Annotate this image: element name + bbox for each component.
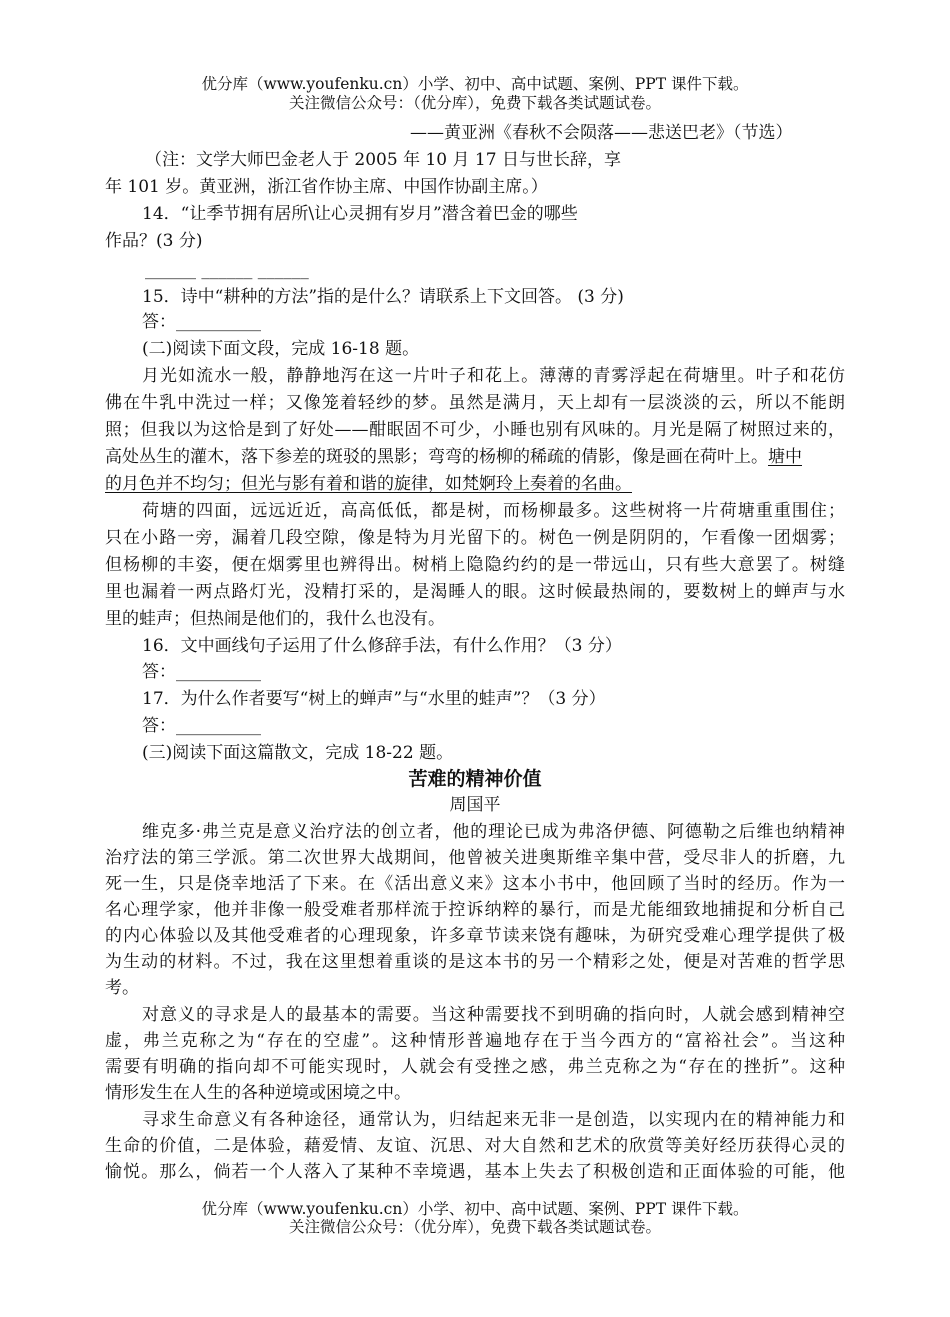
underlined-sentence: 的月色并不均匀；但光与影有着和谐的旋律，如梵婀玲上奏着的名曲。 [105, 474, 632, 494]
essay-p2-line-3: 需要有明确的指向却不可能实现时，人就会有受挫之感，弗兰克称之为“存在的挫折”。这种 [105, 1057, 845, 1077]
question-17: 17．为什么作者要写“树上的蝉声”与“水里的蛙声”？（3 分） [142, 689, 606, 709]
header-line-1: 优分库（www.youfenku.cn）小学、初中、高中试题、案例、PPT 课件下载。 [201, 75, 749, 93]
essay-p3-line-1: 寻求生命意义有各种途径，通常认为，归结起来无非一是创造，以实现内在的精神能力和 [142, 1110, 845, 1130]
poem-source: ——黄亚洲《春秋不会陨落——悲送巴老》（节选） [410, 123, 793, 143]
question-15-answer: 答：__________ [142, 312, 261, 332]
question-16-answer: 答：__________ [142, 662, 261, 682]
section-2-p2-line-2: 只在小路一旁，漏着几段空隙，像是特为月光留下的。树色一例是阴阴的，乍看像一团烟雾； [105, 528, 845, 548]
question-15: 15．诗中“耕种的方法”指的是什么？请联系上下文回答。 (3 分) [142, 287, 624, 307]
essay-author: 周国平 [449, 795, 501, 815]
footer-line-2: 关注微信公众号：（优分库），免费下载各类试题试卷。 [288, 1218, 661, 1236]
note-line-2: 年 101 岁。黄亚洲，浙江省作协主席、中国作协副主席。） [105, 177, 548, 197]
question-14-line-1: 14．“让季节拥有居所\让心灵拥有岁月”潜含着巴金的哪些 [142, 204, 578, 224]
footer-line-1: 优分库（www.youfenku.cn）小学、初中、高中试题、案例、PPT 课件下载。 [201, 1200, 749, 1218]
header-line-2: 关注微信公众号：（优分库），免费下载各类试题试卷。 [288, 94, 661, 112]
essay-p2-line-1: 对意义的寻求是人的最基本的需要。当这种需要找不到明确的指向时，人就会感到精神空 [142, 1005, 845, 1025]
section-2-p1-line-3: 照；但我以为这恰是到了好处——酣眠固不可少，小睡也别有风味的。月光是隔了树照过来的， [105, 420, 845, 440]
question-14-blanks: ______ ______ ______ [145, 260, 309, 280]
section-2-p2-line-3: 但杨柳的丰姿，便在烟雾里也辨得出。树梢上隐隐约约的是一带远山，只有些大意罢了。树缝 [105, 555, 845, 575]
essay-p1-line-4: 名心理学家，他并非像一般受难者那样流于控诉纳粹的暴行，而是尤能细致地捕捉和分析自己 [105, 900, 845, 920]
essay-p1-line-3: 死一生，只是侥幸地活了下来。在《活出意义来》这本小书中，他回顾了当时的经历。作为一 [105, 874, 845, 894]
underlined-sentence-start: 塘中 [768, 447, 802, 467]
section-2-p1-line-4 [105, 445, 845, 469]
section-2-p1-line-2: 佛在牛乳中洗过一样；又像笼着轻纱的梦。虽然是满月，天上却有一层淡淡的云，所以不能朗 [105, 393, 845, 413]
essay-p3-line-2: 生命的价值，二是体验，藉爱情、友谊、沉思、对大自然和艺术的欣赏等美好经历获得心灵的 [105, 1136, 845, 1156]
essay-p2-line-4: 情形发生在人生的各种逆境或困境之中。 [105, 1083, 411, 1103]
essay-p3-line-3: 愉悦。那么，倘若一个人落入了某种不幸境遇，基本上失去了积极创造和正面体验的可能，他 [105, 1162, 845, 1182]
section-2-p2-line-1: 荷塘的四面，远远近近，高高低低，都是树，而杨柳最多。这些树将一片荷塘重重围住； [142, 501, 845, 521]
essay-p1-line-7: 考。 [105, 978, 139, 998]
note-line-1: （注：文学大师巴金老人于 2005 年 10 月 17 日与世长辞，享 [145, 150, 621, 170]
essay-p1-line-5: 的内心体验以及其他受难者的心理现象，许多章节读来饶有趣味，为研究受难心理学提供了极 [105, 926, 845, 946]
section-2-p2-line-4: 里也漏着一两点路灯光，没精打采的，是渴睡人的眼。这时候最热闹的，要数树上的蝉声与水 [105, 582, 845, 602]
essay-title: 苦难的精神价值 [408, 768, 542, 790]
section-2-p1-line-4-text: 高处丛生的灌木，落下参差的斑驳的黑影；弯弯的杨柳的稀疏的倩影，像是画在荷叶上。 [105, 447, 768, 467]
question-16: 16．文中画线句子运用了什么修辞手法，有什么作用？（3 分） [142, 636, 622, 656]
essay-p1-line-2: 治疗法的第三学派。第二次世界大战期间，他曾被关进奥斯维辛集中营，受尽非人的折磨，九 [105, 848, 845, 868]
section-2-heading: (二)阅读下面文段，完成 16-18 题。 [142, 339, 420, 359]
question-17-answer: 答：__________ [142, 716, 261, 736]
essay-p1-line-6: 为生动的材料。不过，我在这里想着重谈的是这本书的另一个精彩之处，便是对苦难的哲学思 [105, 952, 845, 972]
essay-p2-line-2: 虚，弗兰克称之为“存在的空虚”。这种情形普遍地存在于当今西方的“富裕社会”。当这种 [105, 1031, 845, 1051]
essay-p1-line-1: 维克多·弗兰克是意义治疗法的创立者，他的理论已成为弗洛伊德、阿德勒之后维也纳精神 [142, 822, 845, 842]
section-2-p1-line-1: 月光如流水一般，静静地泻在这一片叶子和花上。薄薄的青雾浮起在荷塘里。叶子和花仿 [142, 366, 845, 386]
question-14-line-2: 作品？(3 分) [105, 231, 203, 251]
section-3-heading: (三)阅读下面这篇散文，完成 18-22 题。 [142, 743, 454, 763]
section-2-p2-line-5: 里的蛙声；但热闹是他们的，我什么也没有。 [105, 609, 445, 629]
